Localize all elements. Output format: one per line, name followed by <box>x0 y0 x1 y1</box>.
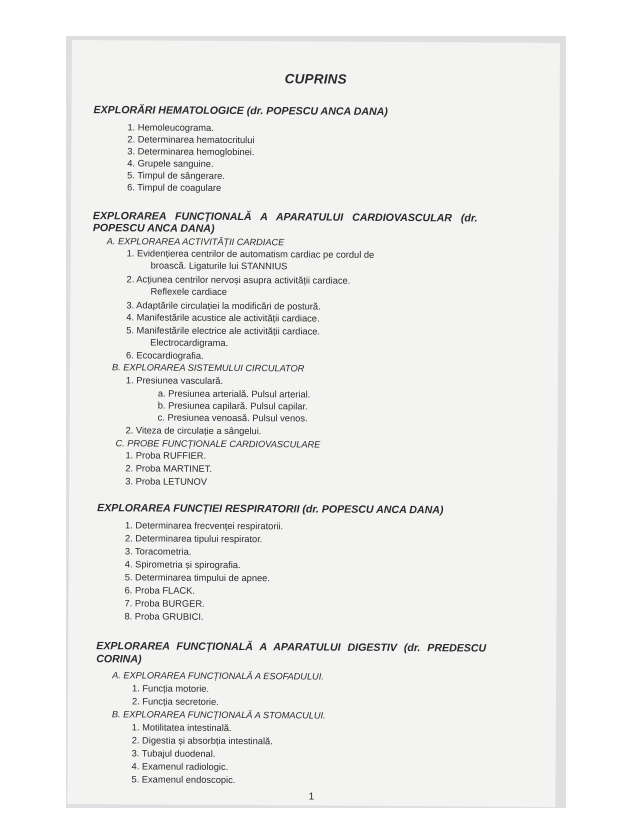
subsection-c-heading: C. PROBE FUNCȚIONALE CARDIOVASCULARE <box>115 438 321 450</box>
list-item: 2. Digestia și absorbția intestinală. <box>131 735 273 747</box>
list-item: 5. Timpul de sângerare. <box>127 170 225 181</box>
page-number: 1 <box>308 791 315 803</box>
list-item: 4. Spirometria și spirografia. <box>124 559 241 571</box>
list-item: 3. Tubajul duodenal. <box>131 748 216 759</box>
list-item-continuation: broască. Ligaturile lui STANNIUS <box>150 260 288 272</box>
list-item: a. Presiunea arterială. Pulsul arterial. <box>157 388 311 400</box>
list-item: 2. Determinarea hematocritului <box>127 134 255 146</box>
list-item: 6. Proba FLACK. <box>124 585 195 596</box>
list-item-continuation: Reflexele cardiace <box>150 286 227 297</box>
list-item: 5. Examenul endoscopic. <box>131 774 236 786</box>
page-title: CUPRINS <box>284 71 347 87</box>
list-item: 1. Hemoleucograma. <box>127 122 214 133</box>
subsection-a-heading: A. EXPLORAREA ACTIVITĂȚII CARDIACE <box>106 236 285 248</box>
section-digestiv-heading-line2: CORINA) <box>96 653 142 666</box>
list-item: 1. Proba RUFFIER. <box>125 450 207 461</box>
list-item: 6. Ecocardiografia. <box>126 350 204 361</box>
list-item: b. Presiunea capilară. Pulsul capilar. <box>157 400 308 412</box>
list-item: 1. Evidențierea centrilor de automatism cardiac pe cordul de <box>126 248 375 260</box>
list-item-continuation: Electrocardigrama. <box>150 337 229 348</box>
list-item: c. Presiunea venoasă. Pulsul venos. <box>157 412 308 424</box>
section-cardiovascular-heading-line2: POPESCU ANCA DANA) <box>92 222 215 235</box>
subsection-b-heading: B. EXPLORAREA FUNCȚIONALĂ A STOMACULUI. <box>111 709 326 721</box>
list-item: 6. Timpul de coagulare <box>127 182 222 193</box>
section-cardiovascular-heading-line1: EXPLORAREA FUNCȚIONALĂ A APARATULUI CARDIOVASCULAR (dr. <box>92 210 478 225</box>
section-respiratorii-heading: EXPLORAREA FUNCȚIEI RESPIRATORII (dr. POPESCU ANCA DANA) <box>97 502 444 517</box>
subsection-b-heading: B. EXPLORAREA SISTEMULUI CIRCULATOR <box>111 362 305 374</box>
list-item: 3. Determinarea hemoglobinei. <box>127 146 255 158</box>
list-item: 2. Viteza de circulație a sângelui. <box>125 425 262 437</box>
section-digestiv-heading-line1: EXPLORAREA FUNCȚIONALĂ A APARATULUI DIGESTIV (dr. PREDESCU <box>96 640 487 655</box>
list-item: 3. Proba LETUNOV <box>125 476 207 487</box>
list-item: 1. Determinarea frecvenței respiratorii. <box>125 520 284 532</box>
list-item: 2. Determinarea tipului respirator. <box>124 533 263 545</box>
list-item: 1. Funcția motorie. <box>132 683 210 694</box>
list-item: 5. Determinarea timpului de apnee. <box>124 572 270 584</box>
subsection-a-heading: A. EXPLORAREA FUNCȚIONALĂ A ESOFADULUI. <box>112 670 324 682</box>
section-hematologice-heading: EXPLORĂRI HEMATOLOGICE (dr. POPESCU ANCA DANA) <box>93 104 388 118</box>
list-item: 3. Adaptările circulației la modificări de postură. <box>126 300 321 312</box>
list-item: 4. Grupele sanguine. <box>127 158 214 169</box>
list-item: 4. Examenul radiologic. <box>131 761 229 772</box>
list-item: 8. Proba GRUBICI. <box>124 611 204 622</box>
list-item: 5. Manifestările electrice ale activității cardiace. <box>126 325 321 337</box>
list-item: 3. Toracometria. <box>124 546 192 557</box>
list-item: 1. Motilitatea intestinală. <box>131 722 232 733</box>
list-item: 7. Proba BURGER. <box>124 598 205 609</box>
document-page <box>67 40 560 807</box>
list-item: 2. Funcția secretorie. <box>131 696 219 707</box>
list-item: 4. Manifestările acustice ale activității cardiace. <box>126 312 320 324</box>
list-item: 2. Acțiunea centrilor nervoși asupra activității cardiace. <box>126 274 351 286</box>
list-item: 1. Presiunea vasculară. <box>125 375 224 386</box>
list-item: 2. Proba MARTINET. <box>125 463 213 474</box>
